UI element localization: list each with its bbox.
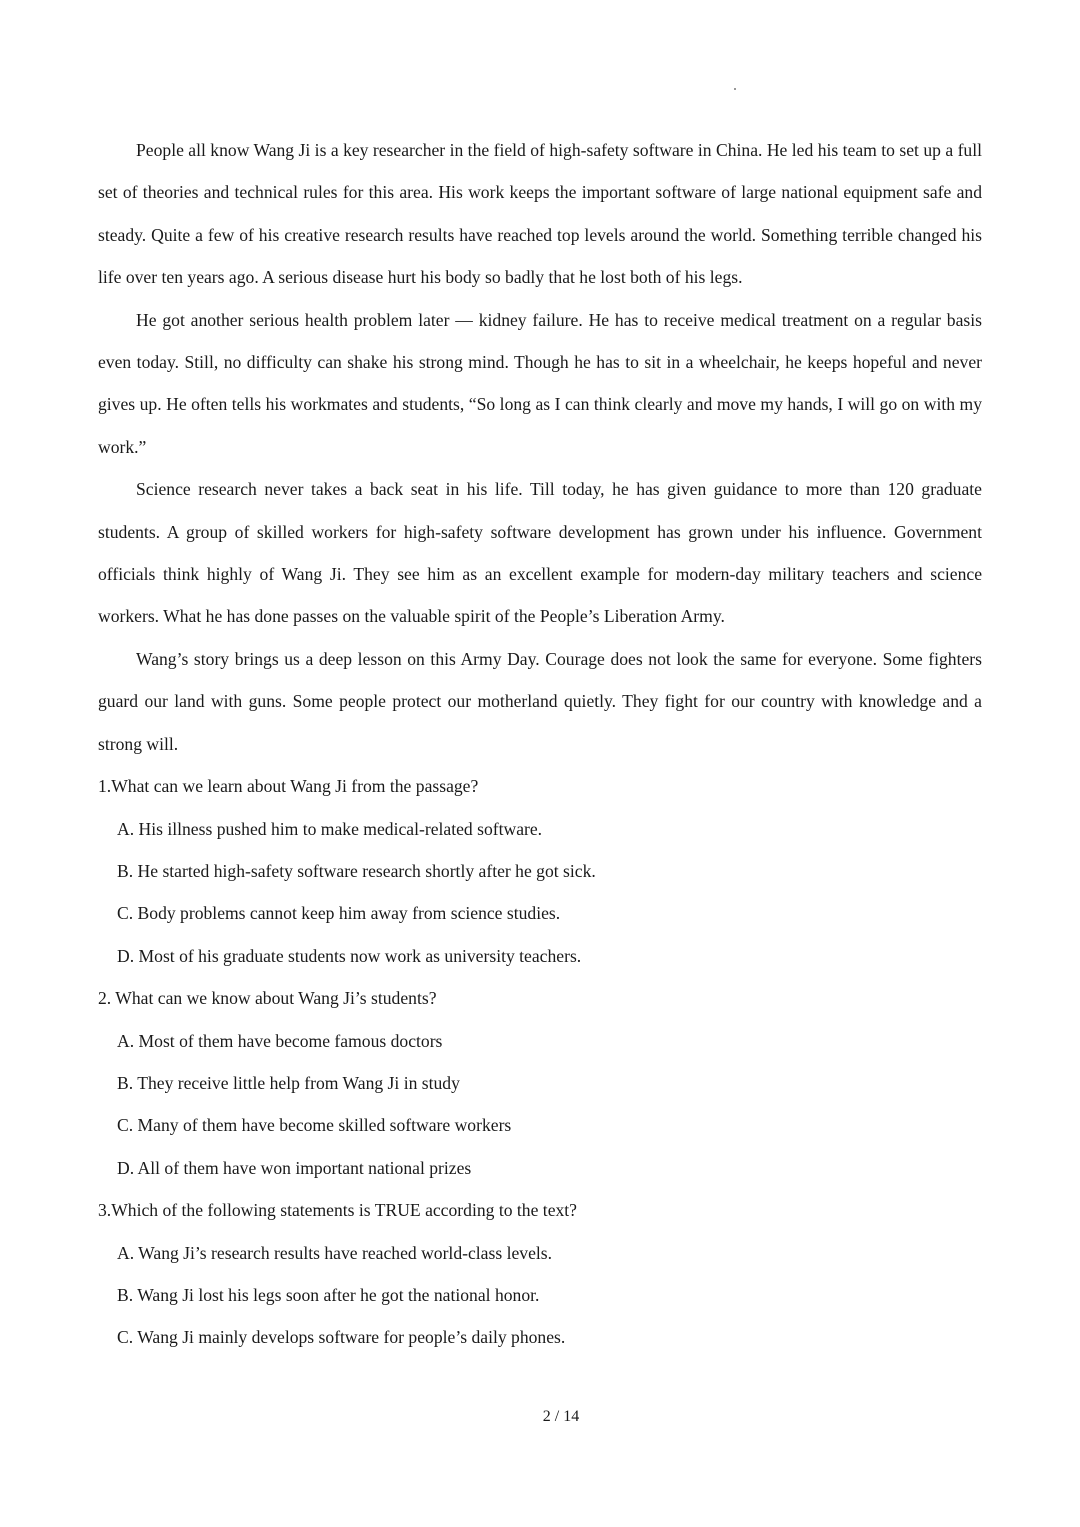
question-2-option-b: B. They receive little help from Wang Ji in study [117, 1072, 460, 1093]
question-1-option-c: C. Body problems cannot keep him away from science studies. [117, 903, 561, 924]
question-2-option-d: D. All of them have won important national prizes [117, 1157, 472, 1178]
question-2 [98, 977, 982, 1189]
question-3-option-b: B. Wang Ji lost his legs soon after he got the national honor. [117, 1284, 540, 1305]
question-3 [98, 1189, 982, 1359]
question-3-option-c: C. Wang Ji mainly develops software for people’s daily phones. [117, 1327, 566, 1348]
question-1-option-d: D. Most of his graduate students now work as university teachers. [117, 945, 582, 966]
question-1-option-b: B. He started high-safety software research shortly after he got sick. [117, 860, 596, 881]
question-2-option-c: C. Many of them have become skilled software workers [117, 1115, 512, 1136]
passage-paragraph-1: People all know Wang Ji is a key researcher in the field of high-safety software in China. He led his team to set up a full set of theories and technical rules for this area. His work keeps the important software of large national equipment safe and steady. Quite a few of his creative research results have reached top levels around the world. Something terrible changed his life over ten years ago. A serious disease hurt his body so badly that he lost both of his legs. [98, 140, 982, 288]
scan-dot [734, 88, 736, 90]
question-1 [98, 765, 982, 977]
question-3-stem: 3.Which of the following statements is TRUE according to the text? [98, 1200, 577, 1221]
passage-paragraph-2: He got another serious health problem later — kidney failure. He has to receive medical treatment on a regular basis even today. Still, no difficulty can shake his strong mind. Though he has to sit in a wheelchair, he keeps hopeful and never gives up. He often tells his workmates and students, “So long as I can think clearly and move my hands, I will go on with my work.” [98, 309, 982, 457]
question-1-option-a: A. His illness pushed him to make medical-related software. [117, 818, 543, 839]
page-number: 2 / 14 [542, 1408, 580, 1425]
passage-paragraph-4: Wang’s story brings us a deep lesson on this Army Day. Courage does not look the same for everyone. Some fighters guard our land with guns. Some people protect our motherland quietly. They fight for our country with knowledge and a strong will. [98, 648, 982, 754]
question-3-option-a: A. Wang Ji’s research results have reached world-class levels. [117, 1242, 553, 1263]
document-body [98, 129, 982, 1359]
question-1-stem: 1.What can we learn about Wang Ji from the passage? [98, 776, 479, 797]
passage-paragraph-3: Science research never takes a back seat in his life. Till today, he has given guidance to more than 120 graduate students. A group of skilled workers for high-safety software development has grown under his influence. Government officials think highly of Wang Ji. They see him as an excellent example for modern-day military teachers and science workers. What he has done passes on the valuable spirit of the People’s Liberation Army. [98, 479, 982, 627]
question-2-option-a: A. Most of them have become famous doctors [117, 1030, 443, 1051]
passage [98, 129, 982, 765]
question-2-stem: 2. What can we know about Wang Ji’s students? [98, 988, 437, 1009]
